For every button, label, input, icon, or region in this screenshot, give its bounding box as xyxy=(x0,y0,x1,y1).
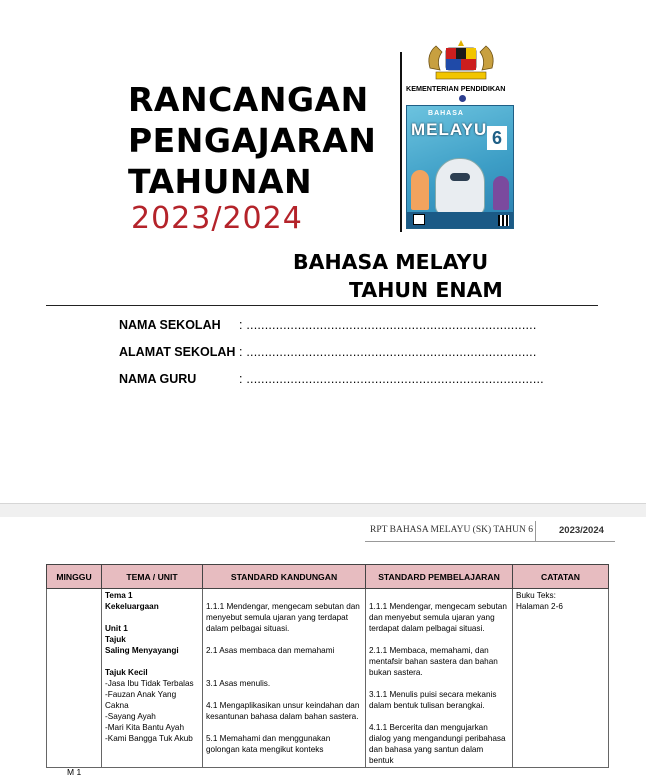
cover-year: 2023/2024 xyxy=(131,201,303,236)
textbook-cover-image xyxy=(406,105,514,229)
field-blank: : ................................................................................. xyxy=(239,372,544,386)
cover-title-line-3: TAHUNAN xyxy=(128,162,313,201)
cover-title-line-2: PENGAJARAN xyxy=(128,121,377,160)
pembelajaran-item: 3.1.1 Menulis puisi secara mekanis dalam bentuk tulisan berangkai. xyxy=(369,690,497,710)
cover-rule xyxy=(46,305,598,306)
field-label: ALAMAT SEKOLAH xyxy=(119,345,236,359)
catatan-value: Halaman 2-6 xyxy=(516,602,563,611)
col-header-tema: TEMA / UNIT xyxy=(102,565,203,589)
pembelajaran-item: 2.1.1 Membaca, memahami, dan mentafsir bahan sastera dan bahan bukan sastera. xyxy=(369,646,498,677)
rpt-table xyxy=(46,564,609,777)
tema-name: Kekeluargaan xyxy=(105,602,159,611)
tajuk-name: Saling Menyayangi xyxy=(105,646,179,655)
coat-of-arms-icon xyxy=(424,38,498,82)
col-header-kandungan: STANDARD KANDUNGAN xyxy=(203,565,366,589)
book-cover-grade: 6 xyxy=(487,126,507,150)
col-header-pembelajaran: STANDARD PEMBELAJARAN xyxy=(366,565,513,589)
field-nama-guru xyxy=(119,372,544,386)
list-item: -Kami Bangga Tuk Akub xyxy=(105,734,193,743)
cell-tema xyxy=(102,589,203,768)
table-row xyxy=(47,589,609,768)
col-header-catatan: CATATAN xyxy=(513,565,609,589)
ministry-name: KEMENTERIAN PENDIDIKAN xyxy=(406,84,506,93)
kandungan-item: 1.1.1 Mendengar, mengecam sebutan dan menyebut semula ujaran yang terdapat dalam pelbagai situasi. xyxy=(206,602,360,633)
header-divider xyxy=(535,521,536,541)
cell-pembelajaran xyxy=(366,589,513,768)
rpt-page xyxy=(0,517,646,777)
field-label: NAMA GURU xyxy=(119,372,197,386)
week-label: M 1 xyxy=(67,767,82,777)
list-item: -Jasa Ibu Tidak Terbalas xyxy=(105,679,194,688)
tajuk-kecil-label: Tajuk Kecil xyxy=(105,668,148,677)
kandungan-item: 5.1 Memahami dan menggunakan golongan kata mengikut konteks xyxy=(206,734,331,754)
list-item: -Mari Kita Bantu Ayah xyxy=(105,723,185,732)
cover-level: TAHUN ENAM xyxy=(349,278,503,302)
cover-divider xyxy=(400,52,402,232)
col-header-minggu: MINGGU xyxy=(47,565,102,589)
tajuk-label: Tajuk xyxy=(105,635,126,644)
cell-kandungan xyxy=(203,589,366,768)
catatan-label: Buku Teks: xyxy=(516,591,556,600)
list-item: -Fauzan Anak Yang Cakna xyxy=(105,690,177,710)
book-cover-title: MELAYU xyxy=(411,120,488,139)
field-blank: : ............................................................................... xyxy=(239,345,537,359)
field-alamat-sekolah xyxy=(119,345,537,359)
cell-catatan xyxy=(513,589,609,768)
qr-code-icon xyxy=(498,215,509,226)
table-header-row xyxy=(47,565,609,589)
running-header-title: RPT BAHASA MELAYU (SK) TAHUN 6 xyxy=(370,525,533,535)
book-cover-series: BAHASA xyxy=(428,110,464,117)
book-cover-figure xyxy=(493,176,509,210)
ministry-emblem-icon xyxy=(459,95,466,102)
unit-label: Unit 1 xyxy=(105,624,128,633)
book-cover-figure xyxy=(411,170,429,210)
running-header-year: 2023/2024 xyxy=(559,525,604,536)
field-label: NAMA SEKOLAH xyxy=(119,318,221,332)
robot-illustration xyxy=(435,158,485,216)
list-item: -Sayang Ayah xyxy=(105,712,156,721)
kandungan-item: 2.1 Asas membaca dan memahami xyxy=(206,646,335,655)
cell-minggu xyxy=(47,589,102,777)
cover-title-line-1: RANCANGAN xyxy=(128,80,369,119)
field-nama-sekolah xyxy=(119,318,537,332)
pembelajaran-item: 1.1.1 Mendengar, mengecam sebutan dan menyebut semula ujaran yang terdapat dalam pelbagai situasi. xyxy=(369,602,507,633)
tema-label: Tema 1 xyxy=(105,591,133,600)
field-blank: : ............................................................................... xyxy=(239,318,537,332)
header-rule xyxy=(365,541,615,542)
kandungan-item: 3.1 Asas menulis. xyxy=(206,679,271,688)
kandungan-item: 4.1 Mengaplikasikan unsur keindahan dan kesantunan bahasa dalam bahan sastera. xyxy=(206,701,360,721)
barcode-icon xyxy=(413,214,425,225)
pembelajaran-item: 4.1.1 Bercerita dan mengujarkan dialog yang mengandungi peribahasa dan bahasa yang santun dalam bentuk xyxy=(369,723,506,765)
cover-subject: BAHASA MELAYU xyxy=(293,250,489,274)
